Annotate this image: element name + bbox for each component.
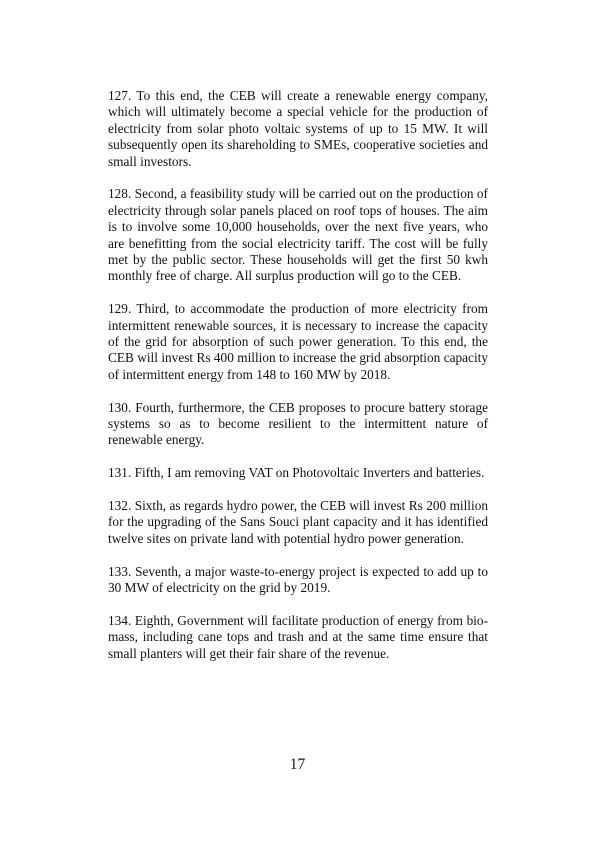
paragraph-133: 133. Seventh, a major waste-to-energy project is expected to add up to 30 MW of electricity on the grid by 2019. xyxy=(108,563,488,596)
paragraph-128: 128. Second, a feasibility study will be carried out on the production of electricity through solar panels placed on roof tops of houses. The aim is to involve some 10,000 households, over the next five years, who are benefitting from the social electricity tariff. The cost will be fully met by the public sector. These households will get the first 50 kwh monthly free of charge. All surplus production will go to the CEB. xyxy=(108,186,488,284)
paragraph-134: 134. Eighth, Government will facilitate production of energy from bio-mass, including cane tops and trash and at the same time ensure that small planters will get their fair share of the revenue. xyxy=(108,612,488,661)
paragraph-132: 132. Sixth, as regards hydro power, the CEB will invest Rs 200 million for the upgrading of the Sans Souci plant capacity and it has identified twelve sites on private land with potential hydro power generation. xyxy=(108,498,488,546)
paragraph-129: 129. Third, to accommodate the production of more electricity from intermittent renewable sources, it is necessary to increase the capacity of the grid for absorption of such power generation. To this end, the CEB will invest Rs 400 million to increase the grid absorption capacity of intermittent energy from 148 to 160 MW by 2018. xyxy=(108,301,488,382)
page-number: 17 xyxy=(289,756,306,773)
paragraph-131: 131. Fifth, I am removing VAT on Photovoltaic Inverters and batteries. xyxy=(108,465,485,481)
paragraph-130: 130. Fourth, furthermore, the CEB proposes to procure battery storage systems so as to become resilient to the intermittent nature of renewable energy. xyxy=(108,399,488,448)
document-body xyxy=(108,88,488,679)
paragraph-127: 127. To this end, the CEB will create a renewable energy company, which will ultimately become a special vehicle for the production of electricity from solar photo voltaic systems of up to 15 MW. It will subsequently open its shareholding to SMEs, cooperative societies and small investors. xyxy=(108,88,488,169)
